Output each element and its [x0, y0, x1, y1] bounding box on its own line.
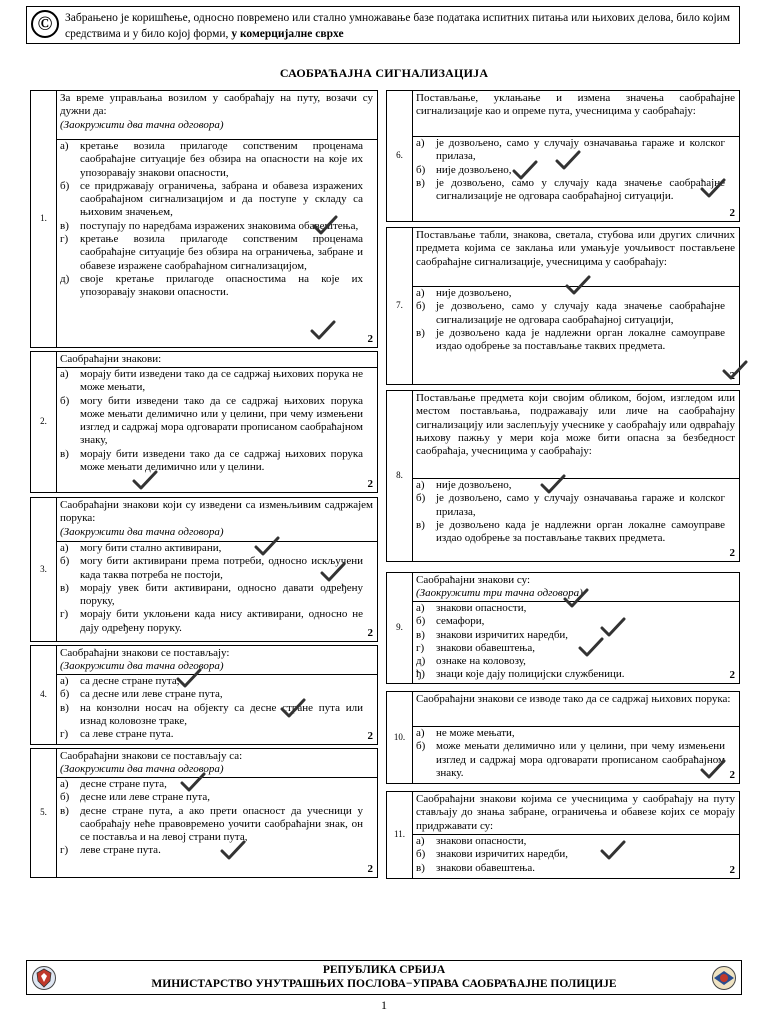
question-text: Саобраћајни знакови су: — [416, 574, 531, 586]
option-text: морају бити уклоњени када нису активирани, односно не дају одређену поруку. — [80, 608, 363, 634]
answer-option[interactable] — [60, 555, 363, 582]
option-letter: г) — [416, 641, 425, 654]
option-letter: г) — [60, 844, 69, 857]
checkmark-icon — [700, 759, 726, 781]
question-number: 8. — [387, 391, 413, 561]
option-text: је дозвољено када је надлежни орган локалне самоуправе издао одобрење за постављање таквих предмета. — [436, 518, 725, 545]
option-letter: б) — [416, 615, 426, 628]
option-letter: а) — [416, 727, 425, 739]
question-stem — [416, 229, 735, 269]
option-letter: в) — [416, 176, 425, 189]
question-instruction: (Заокружити два тачна одговора) — [60, 763, 224, 776]
answer-option[interactable] — [416, 668, 725, 681]
notice-text: Забрањено је коришћење, односно повремено или стално умножавање базе података испитних питања или њихових делова, било којим средствима и у било којој форми, у комерцијалне сврхе — [65, 12, 731, 40]
copyright-notice — [26, 6, 740, 44]
answer-options — [60, 675, 363, 741]
checkmark-icon — [220, 840, 246, 862]
answer-option[interactable] — [60, 608, 363, 635]
copyright-icon: © — [31, 10, 59, 38]
checkmark-icon — [132, 470, 158, 492]
checkmark-icon — [700, 178, 726, 200]
option-text: се придржавају ограничења, забрана и обавеза изражених саобраћајном сигнализацијом и да поступе у складу са њиховим значењем, — [80, 179, 363, 219]
option-letter: в) — [416, 326, 425, 339]
question-instruction: (Заокружити два тачна одговора) — [60, 660, 224, 673]
question-stem — [60, 499, 373, 539]
checkmark-icon — [722, 360, 748, 382]
option-letter: а) — [416, 835, 425, 847]
points-value: 2 — [729, 206, 735, 219]
option-letter: в) — [60, 804, 69, 817]
question-text: Саобраћајни знакови се постављају: — [60, 647, 230, 659]
answer-option[interactable] — [60, 180, 363, 220]
option-text: са десне стране пута, — [80, 675, 180, 687]
answer-option[interactable] — [60, 448, 363, 475]
question-stem — [416, 693, 735, 706]
option-letter: г) — [60, 728, 69, 741]
answer-option[interactable] — [60, 368, 363, 395]
question-10 — [386, 691, 740, 784]
option-text: знакови изричитих наредби, — [436, 628, 569, 641]
option-letter: б) — [60, 179, 70, 192]
option-letter: б) — [416, 163, 426, 176]
option-text: на конзолни носач на објекту са десне стране пута или изнад коловозне траке, — [80, 701, 363, 727]
question-number: 7. — [387, 228, 413, 384]
option-letter: г) — [60, 608, 69, 621]
option-text: не може мењати, — [436, 727, 515, 739]
question-instruction: (Заокружити три тачна одговора) — [416, 587, 583, 600]
points-value: 2 — [367, 332, 373, 345]
answer-option[interactable] — [416, 327, 725, 354]
answer-option[interactable] — [60, 675, 363, 688]
answer-option[interactable] — [60, 233, 363, 273]
option-letter: в) — [416, 628, 425, 641]
option-letter: в) — [416, 861, 425, 874]
option-letter: б) — [60, 688, 70, 701]
question-stem — [60, 353, 373, 366]
option-letter: б) — [416, 300, 426, 313]
checkmark-icon — [600, 840, 626, 862]
option-text: могу бити активирани према потреби, односно искључени када таква потреба не постоји, — [80, 555, 363, 581]
option-letter: ђ) — [416, 668, 425, 681]
option-letter: в) — [60, 447, 69, 460]
option-text: десне стране пута, а ако прети опасност да учесници у саобраћају неће правовремено уочити саобраћајни знак, он се поставља и на левој страни пута, — [80, 804, 363, 844]
answer-option[interactable] — [416, 519, 725, 546]
checkmark-icon — [310, 320, 336, 342]
option-text: десне или леве стране пута, — [80, 791, 210, 804]
checkmark-icon — [565, 275, 591, 297]
option-letter: а) — [60, 675, 69, 687]
option-text: знаци које дају полицијски службеници. — [436, 668, 625, 681]
option-text: је дозвољено, само у случају означавања гараже и колског прилаза, — [436, 137, 725, 163]
checkmark-icon — [563, 588, 589, 610]
points-value: 2 — [367, 626, 373, 639]
option-text: није дозвољено, — [436, 479, 512, 491]
option-text: може мењати делимично или у целини, при чему измењени изглед и садржај мора одговарати прописаном саобраћајном знаку. — [436, 740, 725, 779]
option-letter: а) — [60, 542, 69, 554]
points-value: 2 — [367, 729, 373, 742]
answer-options — [60, 368, 363, 474]
checkmark-icon — [578, 637, 604, 659]
question-text: Саобраћајни знакови који су изведени са измењљивим садржајем порука: — [60, 499, 373, 525]
option-letter: б) — [60, 555, 70, 568]
checkmark-icon — [555, 150, 581, 172]
question-2 — [30, 351, 378, 493]
question-instruction: (Заокружити два тачна одговора) — [60, 118, 224, 131]
answer-option[interactable] — [60, 805, 363, 845]
option-text: је дозвољено када је надлежни орган локалне самоуправе издао одобрење за постављање таквих предмета. — [436, 326, 725, 353]
checkmark-icon — [254, 536, 280, 558]
option-letter: а) — [416, 137, 425, 149]
footer — [26, 960, 742, 995]
option-letter: в) — [60, 219, 69, 232]
option-letter: а) — [416, 287, 425, 299]
points-value: 2 — [729, 863, 735, 876]
question-5 — [30, 748, 378, 878]
option-letter: в) — [60, 701, 69, 714]
question-stem — [60, 647, 373, 674]
option-letter: б) — [60, 394, 70, 407]
points-value: 2 — [729, 668, 735, 681]
option-text: своје кретање прилагоде опасностима на које их упозоравају знакови опасности. — [80, 272, 363, 299]
question-stem — [60, 750, 373, 777]
answer-option[interactable] — [60, 702, 363, 729]
answer-option[interactable] — [60, 582, 363, 609]
checkmark-icon — [540, 474, 566, 496]
answer-option[interactable] — [416, 492, 725, 519]
answer-option[interactable] — [416, 479, 725, 492]
checkmark-icon — [512, 160, 538, 182]
footer-line-1: РЕПУБЛИКА СРБИЈА — [322, 964, 446, 976]
answer-option[interactable] — [416, 642, 725, 655]
question-instruction: (Заокружити два тачна одговора) — [60, 525, 224, 538]
checkmark-icon — [176, 668, 202, 690]
question-stem — [416, 392, 735, 458]
question-number: 6. — [387, 91, 413, 221]
option-text: је дозвољено, само у случају када значење саобраћајне сигнализације не одговара саобраћајној ситуацији, — [436, 300, 725, 326]
option-text: није дозвољено, — [436, 163, 512, 176]
answer-option[interactable] — [416, 862, 725, 875]
points-value: 2 — [367, 862, 373, 875]
checkmark-icon — [280, 698, 306, 720]
question-4 — [30, 645, 378, 745]
option-text: кретање возила прилагоде сопственим проценама саобраћајне ситуације без обзира на опасности на које их упозоравају знакови опасности, — [80, 140, 363, 179]
option-letter: б) — [416, 740, 426, 753]
police-emblem-icon — [711, 965, 737, 991]
question-number: 1. — [31, 91, 57, 347]
checkmark-icon — [180, 772, 206, 794]
option-letter: а) — [60, 140, 69, 152]
question-number: 9. — [387, 573, 413, 683]
option-text: морају увек бити активирани, односно давати одређену поруку, — [80, 581, 363, 608]
option-letter: д) — [60, 272, 70, 285]
option-letter: д) — [416, 655, 426, 668]
checkmark-icon — [600, 617, 626, 639]
answer-options — [416, 479, 725, 545]
option-letter: б) — [416, 848, 426, 861]
answer-option[interactable] — [416, 177, 725, 204]
option-text: могу бити стално активирани, — [80, 542, 222, 554]
answer-option[interactable] — [416, 300, 725, 327]
option-text: кретање возила прилагоде сопственим проценама саобраћајне ситуације без обзира на ограничења, забране и обавезе изражене саобраћајном сигнализацијом, — [80, 233, 363, 272]
option-text: могу бити изведени тако да се садржај њихових порука може мењати делимично или у целини, при чему измењени изглед и садржај мора одговарати прописаном саобраћајном знаку, — [80, 394, 363, 447]
answer-option[interactable] — [60, 273, 363, 300]
answer-option[interactable] — [416, 615, 725, 628]
points-value: 2 — [729, 369, 735, 382]
answer-option[interactable] — [416, 655, 725, 668]
answer-option[interactable] — [416, 727, 725, 740]
option-text: знакови изричитих наредби, — [436, 848, 569, 861]
answer-option[interactable] — [416, 629, 725, 642]
footer-line-2: МИНИСТАРСТВО УНУТРАШЊИХ ПОСЛОВА−УПРАВА САОБРАЋАЈНЕ ПОЛИЦИЈЕ — [151, 978, 617, 990]
question-7 — [386, 227, 740, 385]
question-text: За време управљања возилом у саобраћају на путу, возачи су дужни да: — [60, 92, 373, 118]
option-letter: б) — [60, 791, 70, 804]
question-text: Саобраћајни знакови: — [60, 353, 162, 365]
option-letter: а) — [416, 479, 425, 491]
question-text: Постављање табли, знакова, светала, стубова или других сличних предмета којима се заклања или умањује уочљивост постављене саобраћајне сигнализације, учесницима у саобраћају: — [416, 229, 735, 268]
option-text: знакови опасности, — [436, 602, 527, 614]
question-text: Постављање, уклањање и измена значења саобраћајне сигнализације као и опреме пута, учесницима у саобраћају: — [416, 92, 735, 118]
option-text: десне стране пута, — [80, 778, 167, 790]
option-letter: а) — [416, 602, 425, 614]
question-stem — [60, 92, 373, 132]
answer-option[interactable] — [416, 740, 725, 780]
answer-options — [416, 602, 725, 682]
answer-option[interactable] — [60, 140, 363, 180]
option-letter: в) — [60, 581, 69, 594]
page-number: 1 — [381, 998, 387, 1012]
option-text: знакови обавештења, — [436, 641, 535, 654]
option-text: није дозвољено, — [436, 287, 512, 299]
answer-option[interactable] — [60, 395, 363, 448]
question-number: 10. — [387, 692, 413, 783]
answer-option[interactable] — [416, 848, 725, 861]
question-stem — [416, 793, 735, 833]
points-value: 2 — [729, 546, 735, 559]
answer-options — [60, 542, 363, 635]
option-letter: б) — [416, 492, 426, 505]
checkmark-icon — [312, 215, 338, 237]
answer-options — [416, 727, 725, 780]
option-text: знакови обавештења. — [436, 861, 535, 874]
option-text: морају бити изведени тако да се садржај њихових порука може мењати делимично или у целини. — [80, 447, 363, 474]
points-value: 2 — [729, 768, 735, 781]
answer-option[interactable] — [60, 542, 363, 555]
answer-option[interactable] — [60, 688, 363, 701]
option-text: са десне или леве стране пута, — [80, 688, 223, 701]
option-text: семафори, — [436, 615, 485, 628]
answer-options — [416, 835, 725, 875]
answer-option[interactable] — [60, 778, 363, 791]
question-text: Саобраћајни знакови којима се учесницима у саобраћају на путу стављају до знања забране, ограничења и обавезе којих се морају придржавати су: — [416, 793, 735, 832]
option-letter: а) — [60, 368, 69, 380]
question-text: Постављање предмета који својим обликом, бојом, изгледом или местом постављања, подражавају или личе на саобраћајну сигнализацију или заслепљују учеснике у саобраћају или одвраћају њихову пажњу у мери која може бити опасна за безбедност саобраћаја, учесницима у саобраћају: — [416, 392, 735, 458]
question-text: Саобраћајни знакови се изводе тако да се садржај њихових порука: — [416, 693, 731, 705]
option-text: са леве стране пута. — [80, 728, 174, 741]
answer-options — [60, 778, 363, 858]
option-letter: а) — [60, 778, 69, 790]
answer-option[interactable] — [60, 728, 363, 741]
option-text: знакови опасности, — [436, 835, 527, 847]
option-text: леве стране пута. — [80, 844, 161, 857]
question-number: 5. — [31, 749, 57, 877]
option-text: ознаке на коловозу, — [436, 655, 526, 668]
question-stem — [416, 92, 735, 119]
points-value: 2 — [367, 477, 373, 490]
question-number: 11. — [387, 792, 413, 878]
answer-option[interactable] — [416, 835, 725, 848]
question-text: Саобраћајни знакови се постављају са: — [60, 750, 243, 762]
option-text: је дозвољено, само у случају означавања гараже и колског прилаза, — [436, 492, 725, 518]
option-letter: г) — [60, 233, 69, 246]
option-letter: в) — [416, 518, 425, 531]
question-number: 4. — [31, 646, 57, 744]
option-text: је дозвољено, само у случају када значење саобраћајне сигнализације не одговара саобраћајној ситуацији. — [436, 176, 725, 203]
option-text: морају бити изведени тако да се садржај њихових порука не може мењати, — [80, 368, 363, 394]
question-number: 2. — [31, 352, 57, 492]
page-title: САОБРАЋАЈНА СИГНАЛИЗАЦИЈА — [279, 66, 489, 80]
answer-option[interactable] — [60, 844, 363, 857]
question-11 — [386, 791, 740, 879]
checkmark-icon — [320, 562, 346, 584]
option-text: поступају по наредбама изражених знаковима обавештења, — [80, 219, 359, 232]
question-number: 3. — [31, 498, 57, 641]
answer-option[interactable] — [60, 791, 363, 804]
